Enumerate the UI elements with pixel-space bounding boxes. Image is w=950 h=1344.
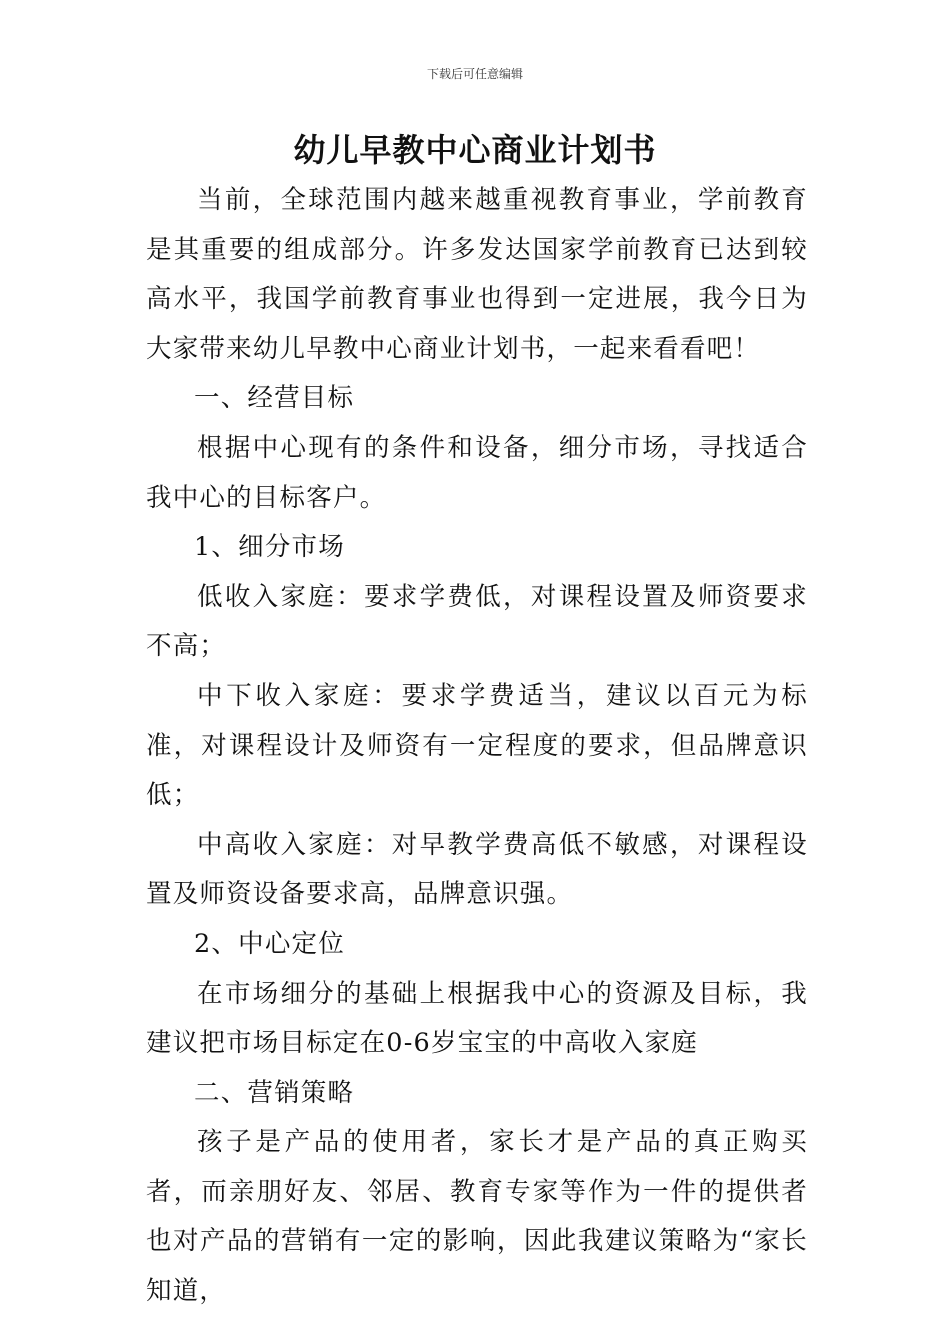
business-goals-paragraph: 根据中心现有的条件和设备，细分市场，寻找适合我中心的目标客户。: [146, 432, 808, 513]
document-title: 幼儿早教中心商业计划书: [293, 131, 657, 169]
subheading-market-segmentation: 1、细分市场: [194, 532, 345, 563]
intro-paragraph: 当前，全球范围内越来越重视教育事业，学前教育是其重要的组成部分。许多发达国家学前教育已达到较高水平，我国学前教育事业也得到一定进展，我今日为大家带来幼儿早教中心商业计划书，一起来看看吧！: [146, 185, 808, 364]
marketing-strategy-paragraph: 孩子是产品的使用者，家长才是产品的真正购买者，而亲朋好友、邻居、教育专家等作为一件的提供者也对产品的营销有一定的影响，因此我建议策略为“家长知道，: [146, 1127, 808, 1307]
mid-high-income-paragraph: 中高收入家庭：对早教学费高低不敏感，对课程设置及师资设备要求高，品牌意识强。: [146, 829, 808, 910]
section-heading-marketing-strategy: 二、营销策略: [194, 1077, 355, 1108]
header-note: 下载后可任意编辑: [426, 67, 523, 81]
mid-low-income-paragraph: 中下收入家庭：要求学费适当，建议以百元为标准，对课程设计及师资有一定程度的要求，但品牌意识低；: [146, 680, 808, 811]
subheading-center-positioning: 2、中心定位: [194, 928, 345, 959]
section-heading-business-goals: 一、经营目标: [194, 383, 355, 414]
document-body: [146, 176, 808, 1317]
center-positioning-paragraph: 在市场细分的基础上根据我中心的资源及目标，我建议把市场目标定在0-6岁宝宝的中高收入家庭: [146, 978, 808, 1059]
low-income-paragraph: 低收入家庭：要求学费低，对课程设置及师资要求不高；: [146, 581, 808, 662]
